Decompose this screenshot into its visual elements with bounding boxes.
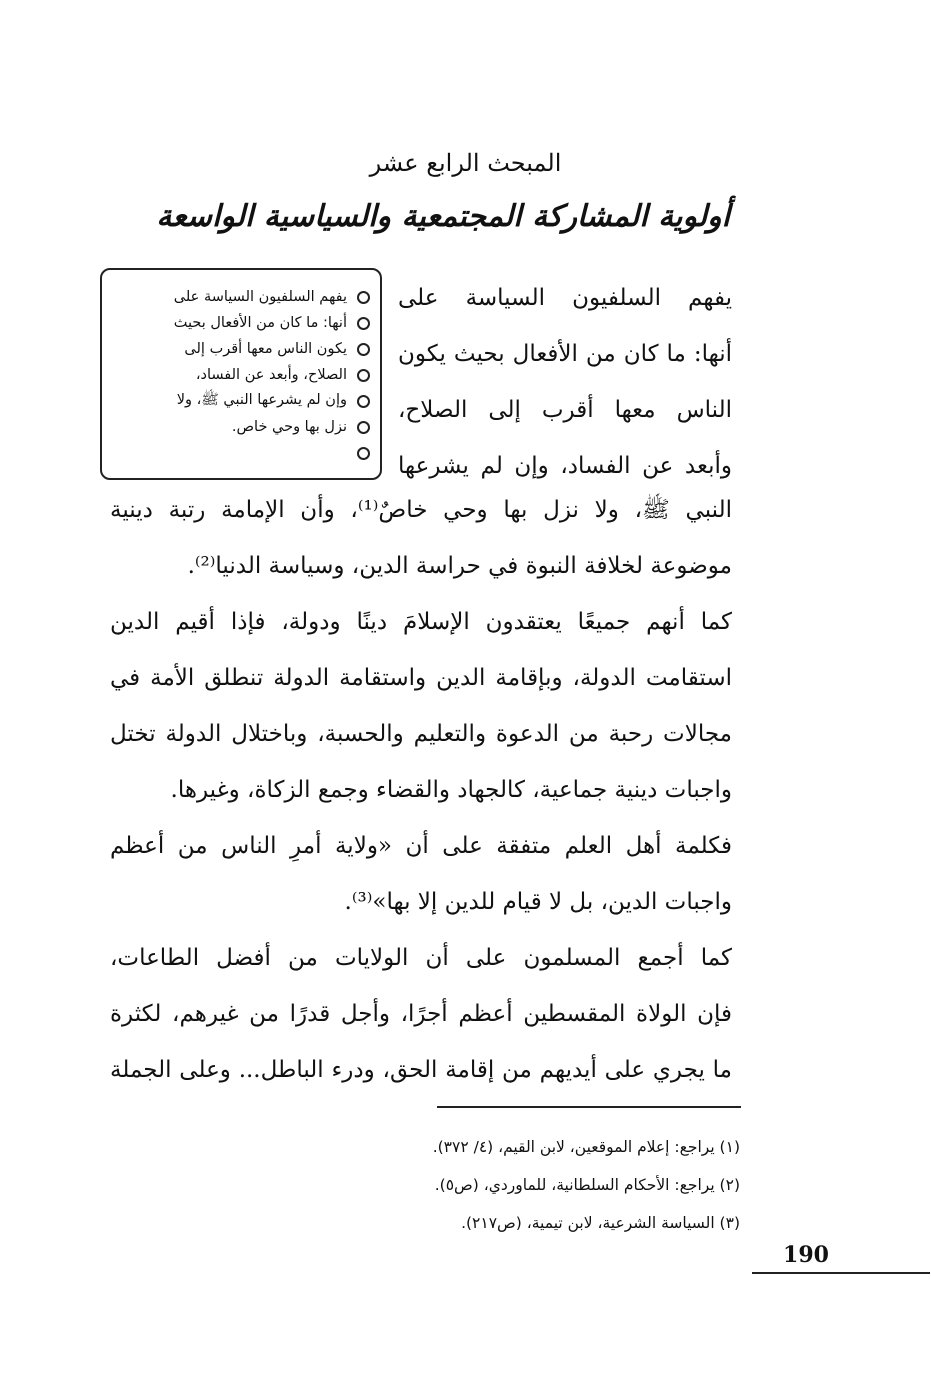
text-line: كما أجمع المسلمون على أن الولايات من أفضل الطاعات، — [110, 945, 732, 971]
section-label: المبحث الرابع عشر — [369, 149, 562, 177]
sidebar-line: الصلاح، وأبعد عن الفساد، — [112, 362, 370, 388]
footnote-divider — [437, 1106, 741, 1108]
text-line: موضوعة لخلافة النبوة في حراسة الدين، وسياسة الدنيا⁽²⁾. — [187, 553, 732, 579]
text-line: ما يجري على أيديهم من إقامة الحق، ودرء الباطل... وعلى الجملة — [110, 1057, 732, 1083]
text-line: فإن الولاة المقسطين أعظم أجرًا، وأجل قدرًا من غيرهم، لكثرة — [110, 1001, 732, 1027]
text-line: واجبات دينية جماعية، كالجهاد والقضاء وجمع الزكاة، وغيرها. — [170, 777, 732, 803]
circle-bullet-icon — [357, 447, 370, 460]
text-line: وأبعد عن الفساد، وإن لم يشرعها — [398, 453, 732, 479]
footnotes — [300, 1128, 740, 1242]
circle-bullet-icon — [357, 343, 370, 356]
sidebar-line: نزل بها وحي خاص. — [112, 414, 370, 440]
text-line: كما أنهم جميعًا يعتقدون الإسلامَ دينًا ودولة، فإذا أقيم الدين — [110, 609, 732, 635]
sidebar-line: يفهم السلفيون السياسة على — [112, 284, 370, 310]
footnote: (٣) السياسة الشرعية، لابن تيمية، (ص٢١٧). — [461, 1214, 740, 1232]
page-number: 190 — [783, 1242, 829, 1268]
text-line: استقامت الدولة، وبإقامة الدين واستقامة الدولة تنطلق الأمة في — [110, 665, 732, 691]
circle-bullet-icon — [357, 369, 370, 382]
summary-sidebar-box — [100, 268, 382, 480]
text-line: فكلمة أهل العلم متفقة على أن «ولاية أمرِ الناس من أعظم — [110, 833, 732, 859]
body-text-beside-box — [398, 270, 732, 494]
footnote: (٢) يراجع: الأحكام السلطانية، للماوردي، (ص٥). — [434, 1176, 740, 1194]
footnote: (١) يراجع: إعلام الموقعين، لابن القيم، (٤/ ٣٧٢). — [432, 1138, 740, 1156]
section-title: أولوية المشاركة المجتمعية والسياسية الواسعة — [156, 199, 730, 234]
page-number-underline — [752, 1272, 930, 1274]
sidebar-line: أنها: ما كان من الأفعال بحيث — [112, 310, 370, 336]
body-text — [110, 482, 732, 1098]
text-line: واجبات الدين، بل لا قيام للدين إلا بها»⁽³⁾. — [344, 889, 732, 915]
text-line: الناس معها أقرب إلى الصلاح، — [398, 397, 732, 423]
circle-bullet-icon — [357, 421, 370, 434]
circle-bullet-icon — [357, 395, 370, 408]
sidebar-line: وإن لم يشرعها النبي ﷺ، ولا — [112, 388, 370, 414]
text-line: النبي ﷺ، ولا نزل بها وحي خاصٌ⁽¹⁾، وأن الإمامة رتبة دينية — [110, 497, 732, 523]
circle-bullet-icon — [357, 291, 370, 304]
text-line: يفهم السلفيون السياسة على — [398, 285, 732, 311]
text-line: أنها: ما كان من الأفعال بحيث يكون — [398, 341, 732, 367]
sidebar-line — [112, 440, 370, 466]
circle-bullet-icon — [357, 317, 370, 330]
text-line: مجالات رحبة من الدعوة والتعليم والحسبة، وباختلال الدولة تختل — [110, 721, 732, 747]
sidebar-line: يكون الناس معها أقرب إلى — [112, 336, 370, 362]
